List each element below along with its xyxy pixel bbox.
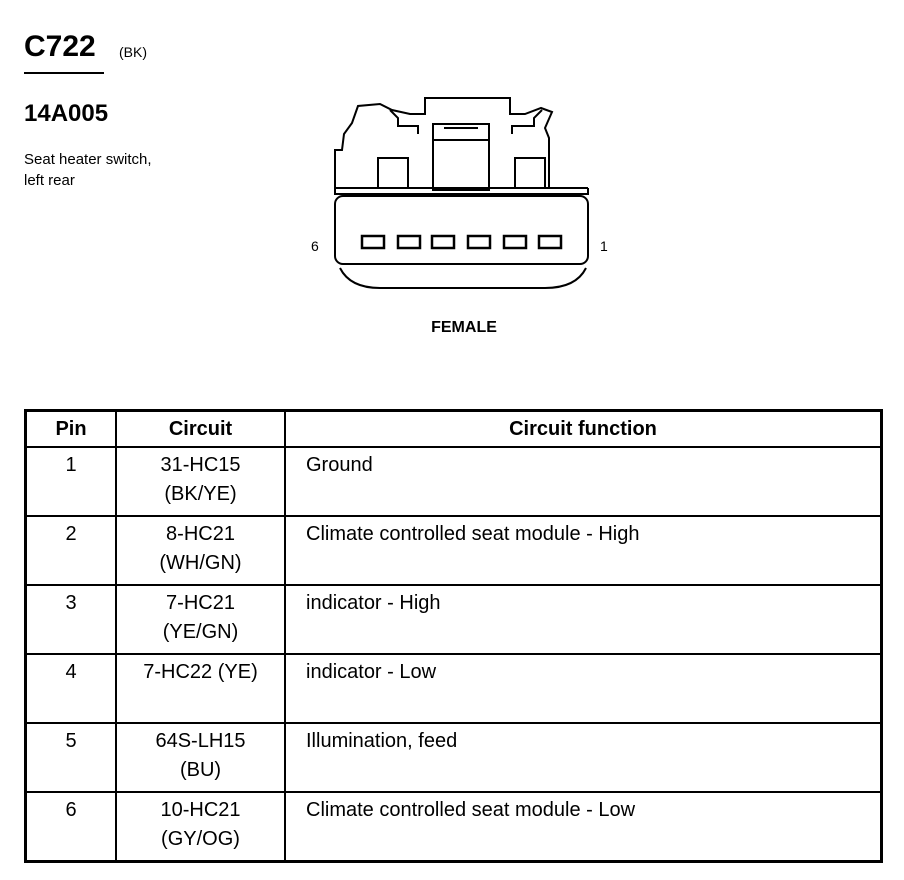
part-number: 14A005 [24,100,109,127]
circuit-number: 7-HC21 [166,592,235,614]
function-cell: Climate controlled seat module - Low [285,792,882,862]
pin-cell: 2 [26,516,117,585]
pin-cell: 5 [26,723,117,792]
circuit-cell [116,447,285,516]
circuit-number: 31-HC15 [160,454,241,476]
circuit-number: 8-HC21 [166,523,235,545]
circuit-cell [116,585,285,654]
table-row [26,792,882,862]
pin-6-marker: 6 [311,238,319,254]
circuit-cell [116,516,285,585]
circuit-number: 10-HC21 [160,799,241,821]
connector-color: (BK) [119,44,147,60]
wire-color: (BK/YE) [164,483,237,505]
wire-color: (GY/OG) [161,828,240,850]
component-description [24,149,152,191]
table-row [26,516,882,585]
function-cell: Climate controlled seat module - High [285,516,882,585]
circuit-number: 7-HC22 (YE) [143,661,258,683]
circuit-number: 64S-LH15 [155,730,246,752]
pin-cell: 1 [26,447,117,516]
pin-1-marker: 1 [600,238,608,254]
table-row [26,447,882,516]
wire-color: (YE/GN) [162,621,239,643]
wire-color: (WH/GN) [159,552,242,574]
table-row [26,723,882,792]
pin-cell: 3 [26,585,117,654]
pin-cell: 6 [26,792,117,862]
pin-cell: 4 [26,654,117,723]
table-header-row [26,411,882,448]
description-line-1: Seat heater switch, [24,151,152,168]
function-cell: Illumination, feed [285,723,882,792]
circuit-cell [116,792,285,862]
connector-id: C722 [24,30,96,63]
connector-id-underline [24,72,104,74]
description-line-2: left rear [24,172,75,189]
function-cell: Ground [285,447,882,516]
connector-gender: FEMALE [431,319,497,336]
header-circuit: Circuit [116,411,285,448]
header-pin: Pin [26,411,117,448]
circuit-cell [116,654,285,723]
table-row [26,654,882,723]
header-function: Circuit function [285,411,882,448]
connector-face-drawing [300,90,600,300]
function-cell: indicator - High [285,585,882,654]
table-row [26,585,882,654]
pinout-table [24,409,883,863]
wire-color: (BU) [179,759,222,781]
function-cell: indicator - Low [285,654,882,723]
circuit-cell [116,723,285,792]
